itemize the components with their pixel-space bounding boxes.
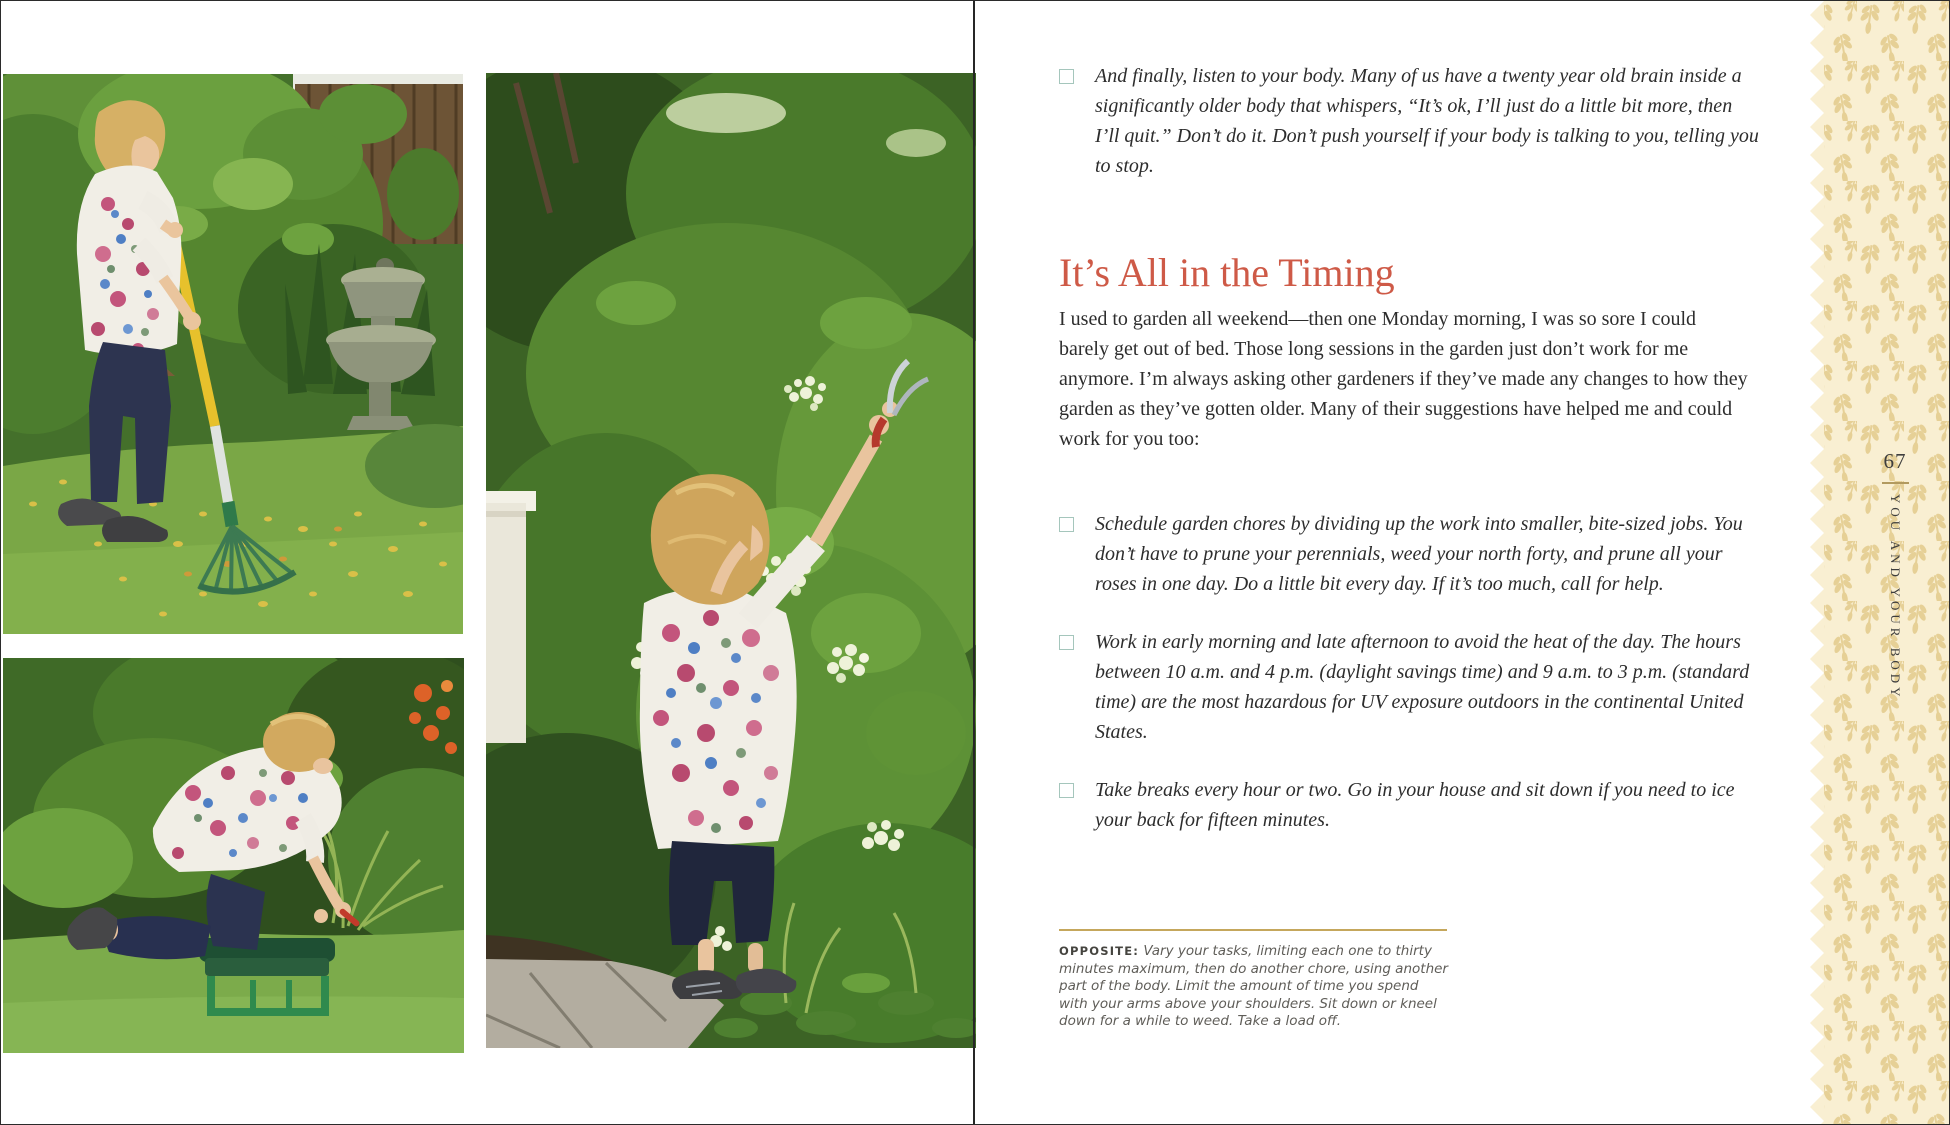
photo-pruning-illustration — [486, 73, 976, 1048]
checklist-item — [1059, 627, 1759, 747]
checklist-item — [1059, 509, 1759, 599]
folio-rule — [1882, 482, 1909, 484]
checklist-item-text: Schedule garden chores by dividing up the work into smaller, bite-sized jobs. You don’t have to prune your perennials, weed your north forty, and prune all your roses in one day. Do a little bit every day. If it’s too much, call for help. — [1095, 513, 1743, 595]
checkbox-icon — [1059, 69, 1074, 84]
folio — [1843, 449, 1947, 701]
caption-rule — [1059, 929, 1447, 931]
checklist-item-text: Work in early morning and late afternoon to avoid the heat of the day. The hours between 10 a.m. and 4 p.m. (daylight savings time) and 9 a.m. to 3 p.m. (standard time) are the most hazardous for UV exposure outdoors in the continental United States. — [1095, 631, 1750, 743]
checkbox-icon — [1059, 635, 1074, 650]
page-number: 67 — [1883, 449, 1907, 473]
checklist-item-text: Take breaks every hour or two. Go in your house and sit down if you need to ice your back for fifteen minutes. — [1095, 779, 1735, 831]
photo-pruning-overhead — [486, 73, 976, 1048]
checkbox-icon — [1059, 783, 1074, 798]
intro-paragraph: I used to garden all weekend—then one Monday morning, I was so sore I could barely get out of bed. Those long sessions in the garden just don’t work for me anymore. I’m always asking other gardeners if they’ve made any changes to how they garden as they’ve gotten older. Many of their suggestions have helped me and could work for you too: — [1059, 308, 1748, 450]
caption-label: OPPOSITE: — [1059, 944, 1140, 958]
section-heading: It’s All in the Timing — [1059, 250, 1395, 295]
page-gutter — [973, 1, 975, 1125]
photo-caption — [1059, 943, 1451, 1031]
caption-text: Vary your tasks, limiting each one to thirty minutes maximum, then do another chore, using another part of the body. Limit the amount of time you spend with your arms above your shoulders. Sit down or kneel down for a while to weed. Take a load off. — [1059, 943, 1448, 1030]
checklist — [1059, 509, 1759, 863]
checkbox-icon — [1059, 517, 1074, 532]
checklist-item-lead — [1059, 61, 1759, 181]
checklist-item-text: And finally, listen to your body. Many of us have a twenty year old brain inside a significantly older body that whispers, “It’s ok, I’ll just do a little bit more, then I’ll quit.” Don’t do it. Don’t push yourself if your body is talking to you, telling you to stop. — [1095, 65, 1759, 177]
photo-raking-illustration — [3, 74, 463, 634]
section-title-vertical: YOU AND YOUR BODY — [1888, 494, 1903, 701]
photo-kneeling-weeding — [3, 658, 464, 1053]
checklist-item — [1059, 775, 1759, 835]
photo-raking — [3, 74, 463, 634]
photo-kneeling-illustration — [3, 658, 464, 1053]
caption-block — [1059, 929, 1451, 1031]
